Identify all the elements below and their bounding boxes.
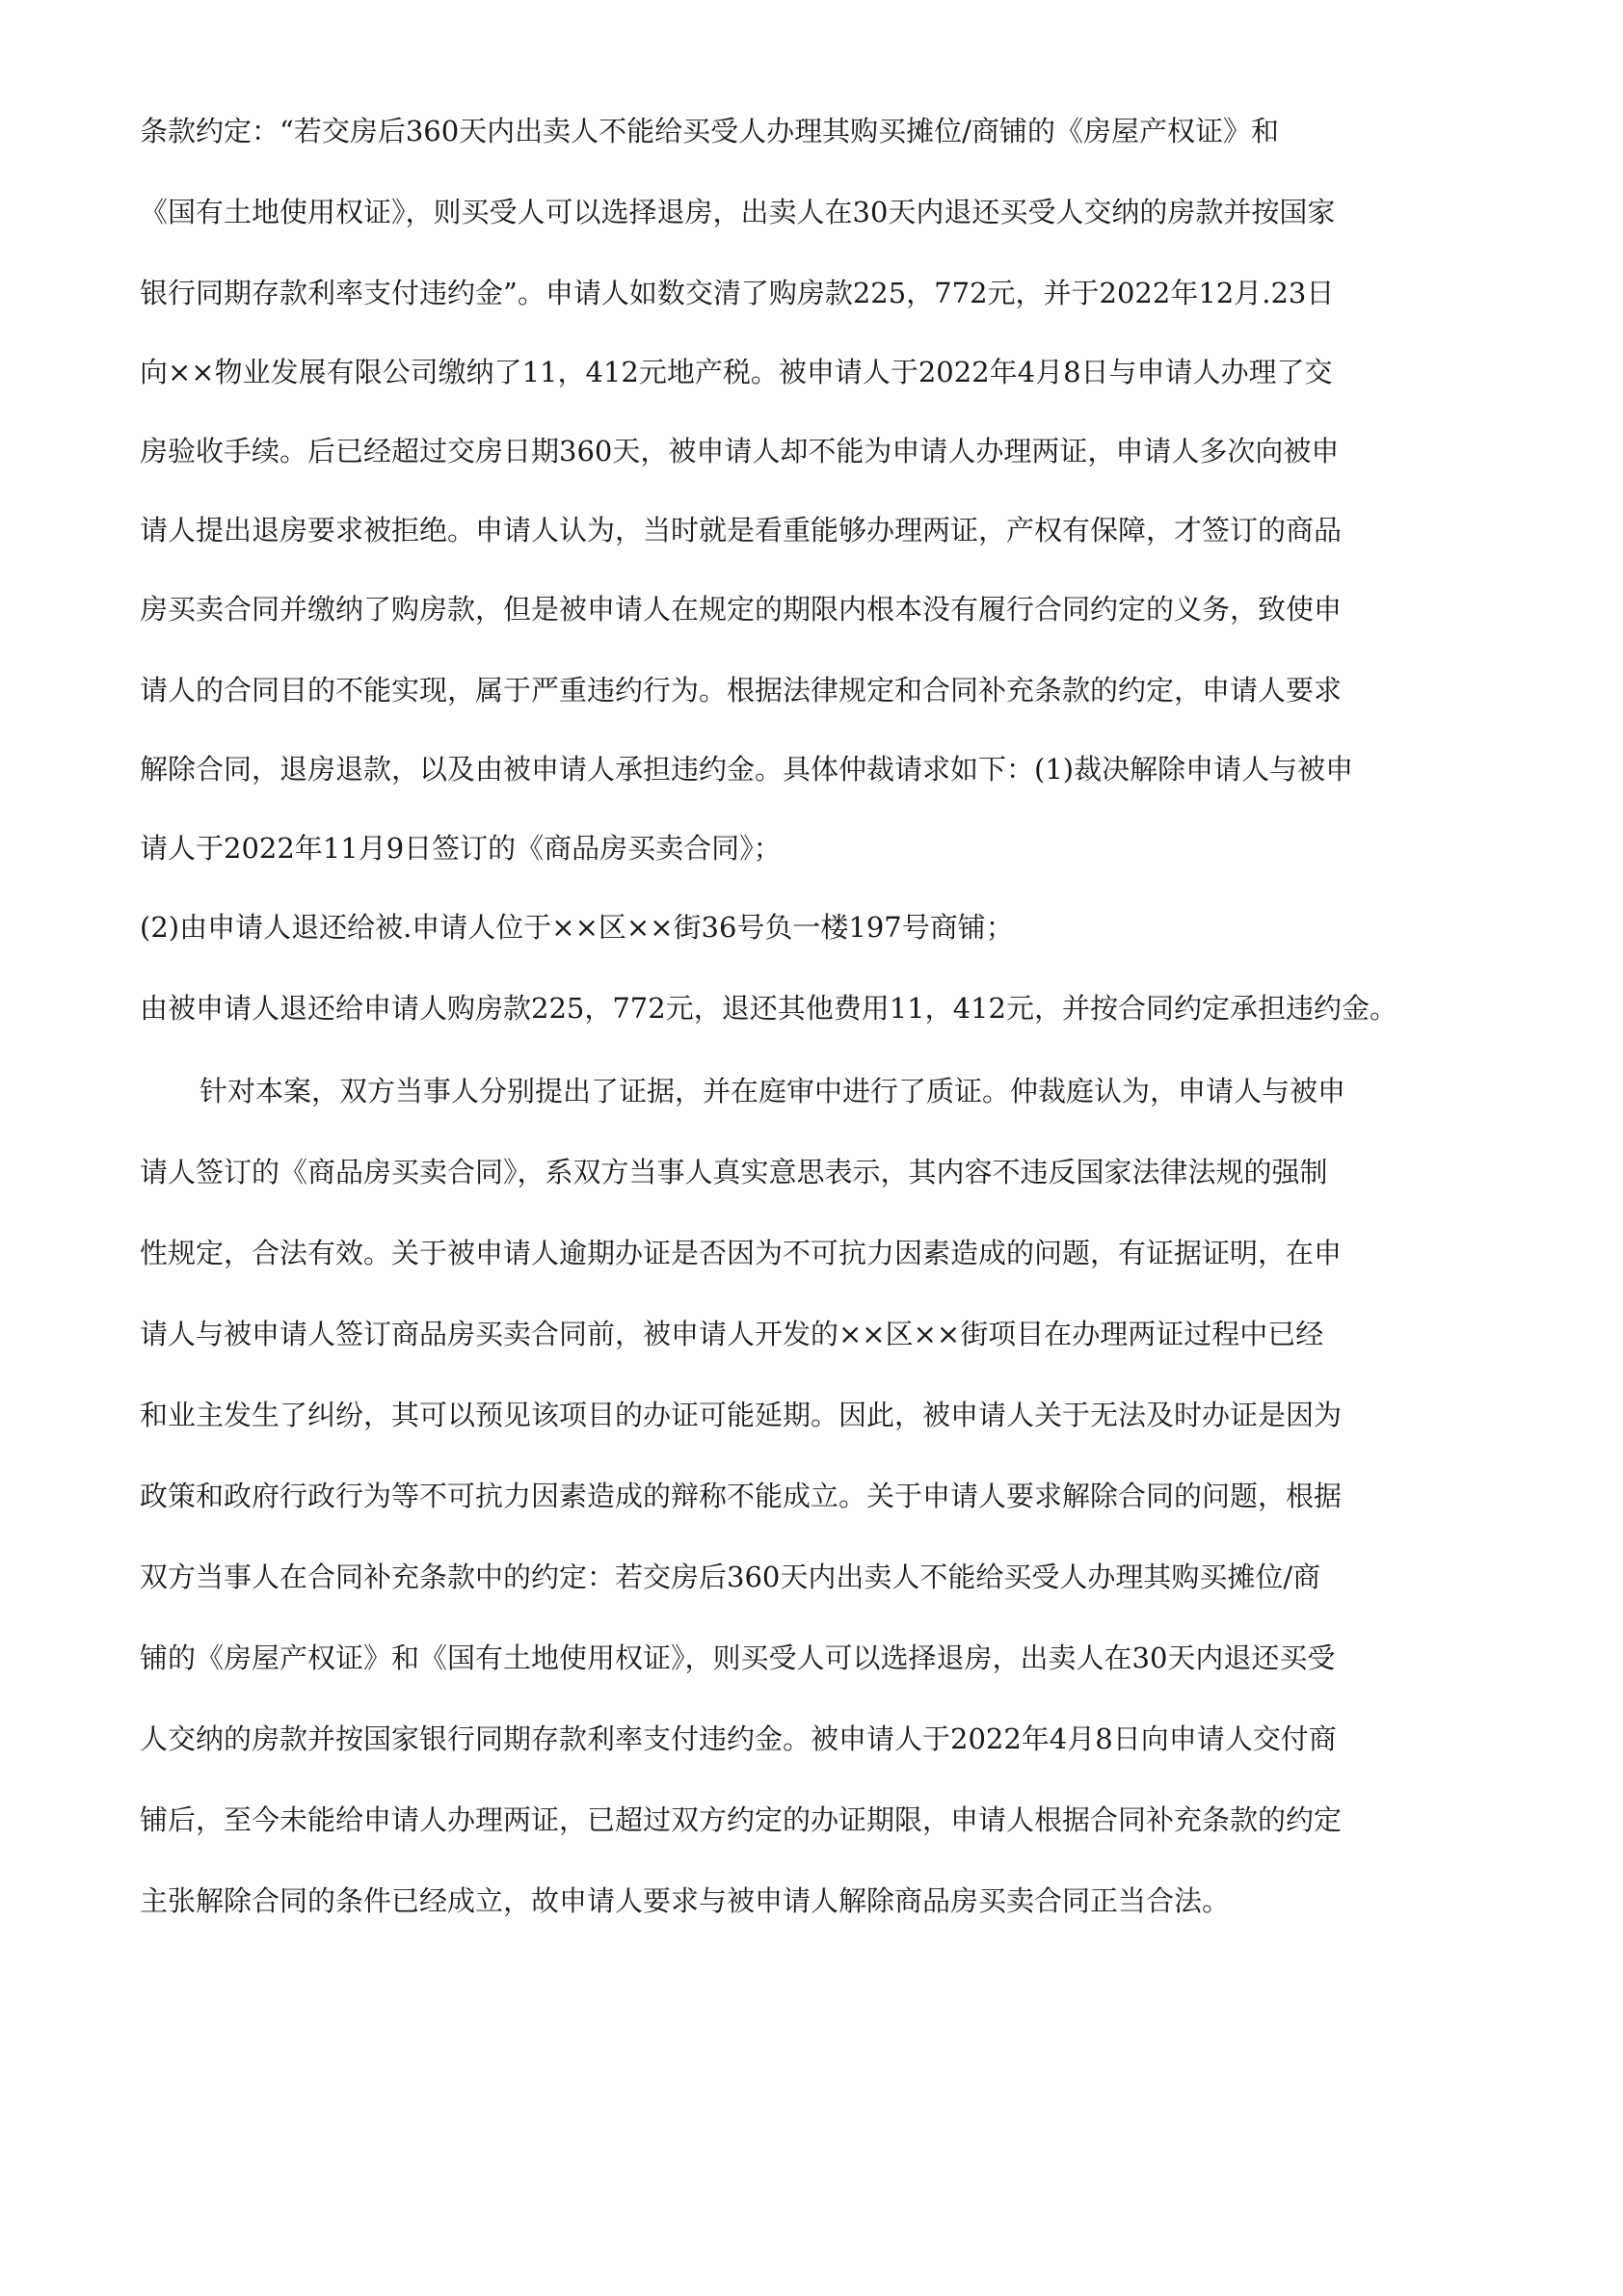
- text-line: 条款约定：“若交房后360天内出卖人不能给买受人办理其购买摊位/商铺的《房屋产权证》和: [140, 115, 1279, 147]
- text-line: 人交纳的房款并按国家银行同期存款利率支付违约金。被申请人于2022年4月8日向申请人交付商: [140, 1722, 1337, 1755]
- text-line: 铺的《房屋产权证》和《国有土地使用权证》，则买受人可以选择退房，出卖人在30天内退还买受: [140, 1642, 1336, 1674]
- text-line: 请人提出退房要求被拒绝。申请人认为，当时就是看重能够办理两证，产权有保障，才签订的商品: [140, 514, 1343, 547]
- text-line: 向××物业发展有限公司缴纳了11，412元地产税。被申请人于2022年4月8日与申请人办理了交: [140, 356, 1333, 388]
- text-line: 双方当事人在合同补充条款中的约定：若交房后360天内出卖人不能给买受人办理其购买摊位/商: [140, 1561, 1321, 1593]
- text-line: 房验收手续。后已经超过交房日期360天，被申请人却不能为申请人办理两证，申请人多次向被申: [140, 435, 1340, 467]
- text-line: (2)由申请人退还给被.申请人位于××区××街36号负一楼197号商铺；: [140, 911, 1014, 944]
- text-line: 银行同期存款利率支付违约金”。申请人如数交清了购房款225，772元，并于2022年12月.23日: [140, 277, 1335, 309]
- text-line: 《国有土地使用权证》，则买受人可以选择退房，出卖人在30天内退还买受人交纳的房款并按国家: [140, 196, 1336, 228]
- text-line: 和业主发生了纠纷，其可以预见该项目的办证可能延期。因此，被申请人关于无法及时办证是因为: [140, 1399, 1343, 1431]
- paragraph-first-line: 针对本案，双方当事人分别提出了证据，并在庭审中进行了质证。仲裁庭认为，申请人与被申: [200, 1075, 1346, 1108]
- text-line: 由被申请人退还给申请人购房款225，772元，退还其他费用11，412元，并按合同约定承担违约金。: [140, 992, 1397, 1025]
- text-line: 铺后，至今未能给申请人办理两证，已超过双方约定的办证期限，申请人根据合同补充条款的约定: [140, 1803, 1343, 1836]
- text-line: 房买卖合同并缴纳了购房款，但是被申请人在规定的期限内根本没有履行合同约定的义务，致使申: [140, 593, 1343, 626]
- text-line: 性规定，合法有效。关于被申请人逾期办证是否因为不可抗力因素造成的问题，有证据证明，在申: [140, 1237, 1343, 1269]
- text-line: 请人于2022年11月9日签订的《商品房买卖合同》；: [140, 832, 782, 865]
- text-line: 解除合同，退房退款，以及由被申请人承担违约金。具体仲裁请求如下：(1)裁决解除申请人与被申: [140, 753, 1354, 786]
- text-line: 请人与被申请人签订商品房买卖合同前，被申请人开发的××区××街项目在办理两证过程中已经: [140, 1318, 1324, 1350]
- text-line: 主张解除合同的条件已经成立，故申请人要求与被申请人解除商品房买卖合同正当合法。: [140, 1884, 1231, 1917]
- text-line: 请人的合同目的不能实现，属于严重违约行为。根据法律规定和合同补充条款的约定，申请人要求: [140, 674, 1343, 707]
- text-line: 请人签订的《商品房买卖合同》，系双方当事人真实意思表示，其内容不违反国家法律法规的强制: [140, 1156, 1328, 1188]
- text-line: 政策和政府行政行为等不可抗力因素造成的辩称不能成立。关于申请人要求解除合同的问题，根据: [140, 1480, 1343, 1512]
